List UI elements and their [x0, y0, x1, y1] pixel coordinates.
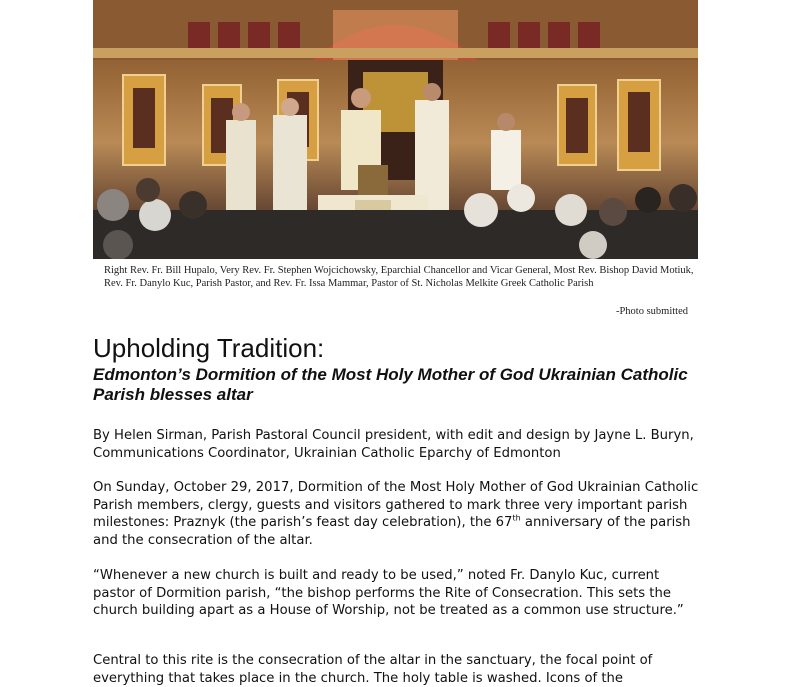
photo-credit: -Photo submitted — [615, 306, 688, 317]
church-photo — [93, 0, 698, 259]
article-title: Upholding Tradition: — [93, 333, 325, 363]
article-subtitle: Edmonton’s Dormition of the Most Holy Mother of God Ukrainian Catholic Parish blesses altar — [93, 365, 688, 404]
altar-scene-illustration — [93, 0, 698, 259]
article-paragraph-3: Central to this rite is the consecration of the altar in the sanctuary, the focal point of everything that takes place in the church. The holy table is washed. Icons of the — [93, 653, 653, 686]
article-paragraph-2: “Whenever a new church is built and ready to be used,” noted Fr. Danylo Kuc, current pastor of Dormition parish, “the bishop performs the Rite of Consecration. This sets the church building apart as a House of Worship, not be treated as a common use structure.” — [93, 568, 684, 619]
paragraph-1-text-end: anniversary of the parish and the consecration of the altar. — [93, 515, 691, 548]
photo-caption: Right Rev. Fr. Bill Hupalo, Very Rev. Fr. Stephen Wojcichowsky, Eparchial Chancellor and Vicar General, Most Rev. Bishop David Motiuk, Rev. Fr. Danylo Kuc, Parish Pastor, and Rev. Fr. Issa Mammar, Pastor of St. Nicholas Melkite Greek Catholic Parish — [104, 265, 694, 289]
ordinal-suffix: th — [512, 513, 521, 523]
article-byline: By Helen Sirman, Parish Pastoral Council president, with edit and design by Jayne L. Buryn, Communications Coordinator, Ukrainian Catholic Eparchy of Edmonton — [93, 428, 694, 461]
paragraph-1-text: On Sunday, October 29, 2017, Dormition of the Most Holy Mother of God Ukrainian Catholic Parish members, clergy, guests and visitors gathered to mark three very important parish milestones: Praznyk (the parish’s feast day celebration), the 67 — [93, 480, 699, 531]
article-paragraph-1 — [93, 479, 703, 549]
